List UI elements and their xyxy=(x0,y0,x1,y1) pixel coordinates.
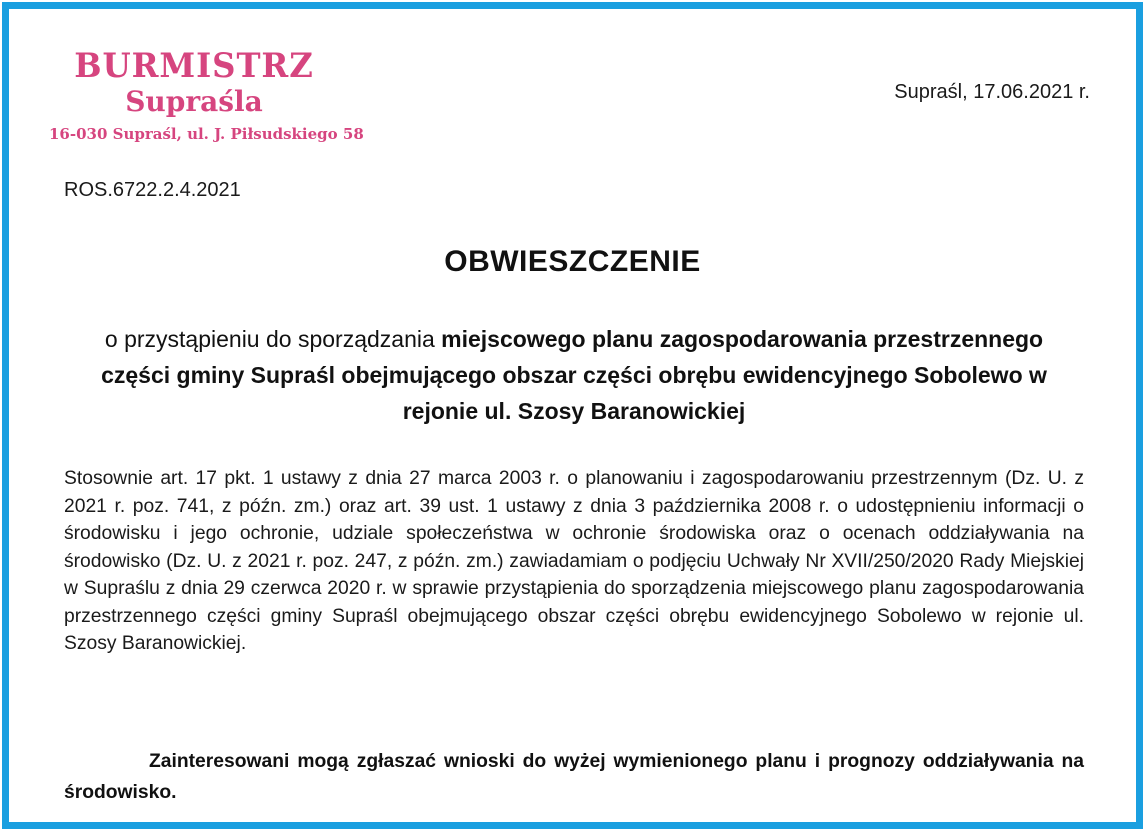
subject-intro: o przystąpieniu do sporządzania xyxy=(104,326,442,352)
place-date: Supraśl, 17.06.2021 r. xyxy=(894,81,1090,103)
mayor-stamp xyxy=(49,46,364,145)
notice-paragraph: Zainteresowani mogą zgłaszać wnioski do wyżej wymienionego planu i prognozy oddziaływania na środowisko. xyxy=(64,751,1084,803)
document-frame xyxy=(2,2,1143,829)
stamp-address: 16-030 Supraśl, ul. J. Piłsudskiego 58 xyxy=(49,125,364,143)
document-subject xyxy=(79,321,1069,429)
body-paragraph: Stosownie art. 17 pkt. 1 ustawy z dnia 27 marca 2003 r. o planowaniu i zagospodarowaniu przestrzennym (Dz. U. z 2021 r. poz. 741, z późn. zm.) oraz art. 39 ust. 1 ustawy z dnia 3 października 2008 r. o udostępnieniu informacji o środowisku i jego ochronie, udziale społeczeństwa w ochronie środowiska oraz o ocenach oddziaływania na środowisko (Dz. U. z 2021 r. poz. 247, z późn. zm.) zawiadamiam o podjęciu Uchwały Nr XVII/250/2020 Rady Miejskiej w Supraślu z dnia 29 czerwca 2020 r. w sprawie przystąpienia do sporządzenia miejscowego planu zagospodarowania przestrzennego części gminy Supraśl obejmującego obszar części obrębu ewidencyjnego Sobolewo w rejonie ul. Szosy Baranowickiej. xyxy=(64,468,1084,654)
reference-number: ROS.6722.2.4.2021 xyxy=(64,179,241,201)
subject-bold: miejscowego planu zagospodarowania przestrzennego części gminy Supraśl obejmującego obszar części obrębu ewidencyjnego Sobolewo w rejonie ul. Szosy Baranowickiej xyxy=(101,326,1047,424)
stamp-title: BURMISTRZ xyxy=(74,46,314,86)
document-title: OBWIESZCZENIE xyxy=(444,245,701,278)
stamp-city: Supraśla xyxy=(125,85,263,118)
